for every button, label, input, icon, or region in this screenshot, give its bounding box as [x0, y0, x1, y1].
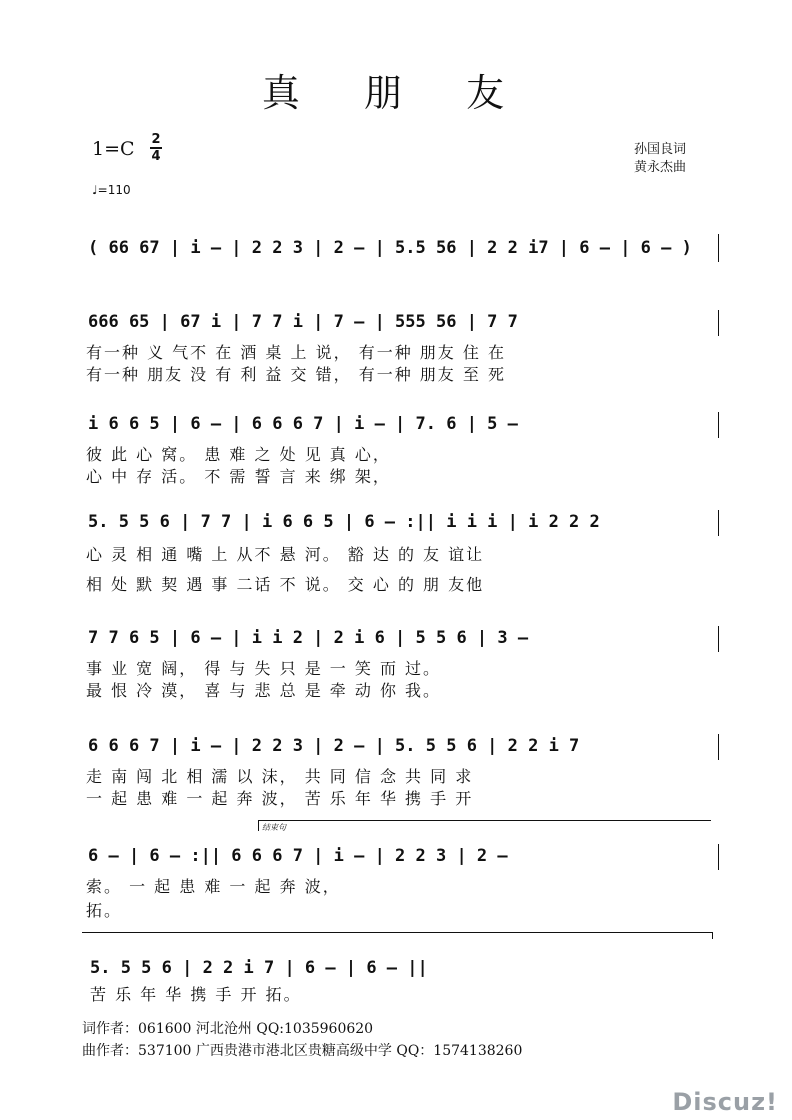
score-line-8 [78, 956, 720, 1016]
score-line-6 [78, 734, 720, 808]
barline-end [718, 510, 719, 536]
final-system-bracket [82, 932, 713, 939]
lyric-verse-2: 相 处 默 契 遇 事 二话 不 说。 交 心 的 朋 友他 [86, 575, 485, 594]
note-row: 5. 5 5 6 | 2 2 i 7 | 6 – | 6 – || [90, 958, 428, 978]
barline-end [718, 412, 719, 438]
lyric-verse-2: 一 起 患 难 一 起 奔 波， 苦 乐 年 华 携 手 开 [86, 789, 474, 808]
composer-contact: 曲作者：537100 广西贵港市港北区贵糖高级中学 QQ：1574138260 [82, 1043, 523, 1059]
score-line-7 [78, 844, 720, 920]
site-watermark-logo: Discuz! [672, 1088, 778, 1116]
lyric-verse-2: 心 中 存 活。 不 需 誓 言 来 绑 架， [86, 467, 391, 486]
score-line-3 [78, 412, 720, 486]
note-row: 6 6 6 7 | i – | 2 2 3 | 2 – | 5. 5 5 6 | 2 2 i 7 [88, 736, 580, 756]
lyric-verse-1: 有一种 义 气不 在 酒 桌 上 说， 有一种 朋友 住 在 [86, 343, 506, 362]
lyricist-credit: 孙国良词 [634, 142, 687, 157]
lyric-verse-1: 彼 此 心 窝。 患 难 之 处 见 真 心， [86, 445, 391, 464]
barline-end [718, 734, 719, 760]
key-signature: 1=C [92, 138, 135, 160]
score-line-5 [78, 626, 720, 700]
barline-end [718, 626, 719, 652]
note-row: i 6 6 5 | 6 – | 6 6 6 7 | i – | 7. 6 | 5 – [88, 414, 518, 434]
composer-credit: 黄永杰曲 [634, 160, 687, 175]
lyric-final: 苦 乐 年 华 携 手 开 拓。 [90, 985, 302, 1004]
lyric-verse-1: 心 灵 相 通 嘴 上 从不 悬 河。 豁 达 的 友 谊让 [86, 545, 485, 564]
author-info [82, 1018, 522, 1062]
lyric-verse-2: 有一种 朋友 没 有 利 益 交 错， 有一种 朋友 至 死 [86, 365, 506, 384]
note-row: 666 65 | 67 i | 7 7 i | 7 – | 555 56 | 7 7 [88, 312, 518, 332]
note-row: 7 7 6 5 | 6 – | i i 2 | 2 i 6 | 5 5 6 | 3 – [88, 628, 529, 648]
song-title: 真 朋 友 [261, 71, 531, 115]
ending-bracket [258, 820, 711, 831]
lyric-verse-1: 索。 一 起 患 难 一 起 奔 波， [86, 877, 341, 896]
barline-end [718, 234, 719, 262]
note-row: 5. 5 5 6 | 7 7 | i 6 6 5 | 6 – :|| i i i | i 2 2 2 [88, 512, 600, 532]
score-line-2 [78, 310, 720, 384]
lyricist-contact: 词作者：061600 河北沧州 QQ:1035960620 [82, 1021, 374, 1037]
note-row: ( 66 67 | i – | 2 2 3 | 2 – | 5.5 56 | 2 2 i7 | 6 – | 6 – ) [88, 238, 692, 258]
ending-label: 结束句 [262, 823, 286, 832]
lyric-verse-2: 最 恨 冷 漠， 喜 与 悲 总 是 牵 动 你 我。 [86, 681, 442, 700]
score-line-1 [78, 232, 720, 292]
time-signature [150, 132, 162, 164]
lyric-verse-1: 事 业 宽 阔， 得 与 失 只 是 一 笑 而 过。 [86, 659, 442, 678]
meter-top: 2 [151, 132, 161, 147]
tempo-mark: ♩=110 [92, 183, 131, 197]
meter-bottom: 4 [151, 149, 161, 164]
lyric-verse-2: 拓。 [86, 901, 123, 920]
lyric-verse-1: 走 南 闯 北 相 濡 以 沫， 共 同 信 念 共 同 求 [86, 767, 474, 786]
barline-end [718, 310, 719, 336]
score-line-4 [78, 510, 720, 594]
note-row: 6 – | 6 – :|| 6 6 6 7 | i – | 2 2 3 | 2 – [88, 846, 508, 866]
barline-end [718, 844, 719, 870]
